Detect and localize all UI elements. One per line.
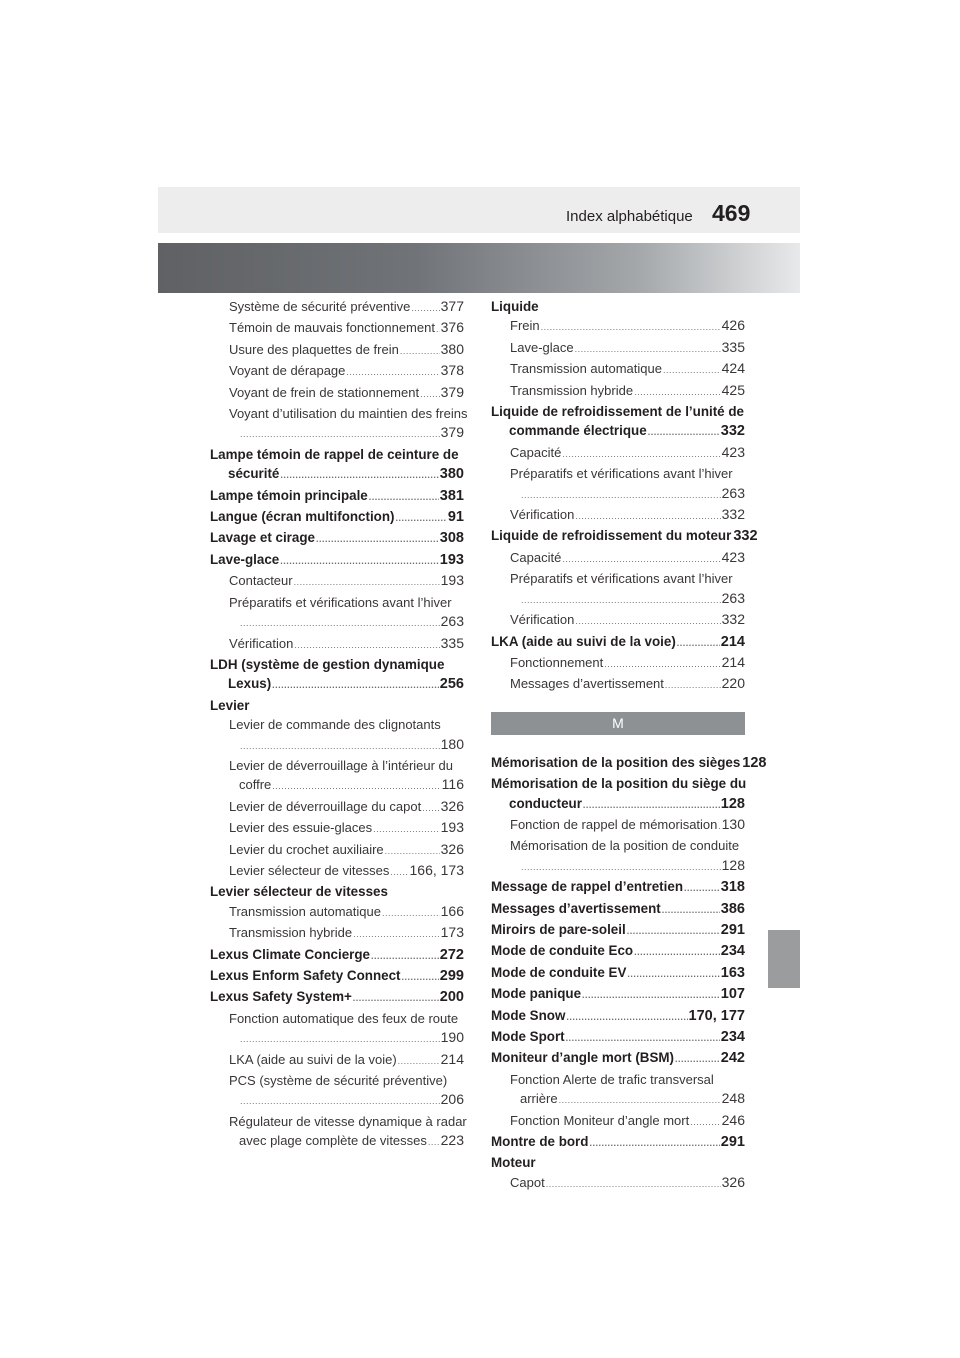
index-entry — [210, 987, 464, 1008]
index-entry — [210, 340, 464, 361]
index-entry — [491, 815, 745, 836]
entry-label: Mode de conduite Eco — [491, 943, 634, 959]
page-ref: 170, 177 — [688, 1007, 745, 1024]
index-entry-continuation — [491, 589, 745, 610]
entry-label: Régulateur de vitesse dynamique à radar — [229, 1113, 467, 1129]
index-entry — [491, 877, 745, 898]
leader-dots — [541, 318, 721, 337]
leader-dots — [280, 466, 438, 485]
leader-dots — [627, 965, 719, 984]
page-ref: 234 — [720, 1029, 745, 1045]
index-entry — [491, 610, 745, 631]
index-entry-continuation — [491, 794, 745, 815]
page-ref: 335 — [440, 634, 464, 651]
page-ref: 386 — [720, 900, 745, 917]
entry-label: LKA (aide au suivi de la voie) — [229, 1051, 397, 1067]
entry-label: Liquide — [491, 299, 539, 314]
entry-label: Lave-glace — [510, 339, 574, 355]
index-entry — [491, 569, 745, 588]
leader-dots — [294, 573, 440, 592]
entry-label: Voyant d’utilisation du maintien des freins — [229, 406, 468, 422]
index-entry — [210, 1050, 464, 1071]
page-ref: 326 — [440, 840, 464, 857]
page-ref: 220 — [721, 675, 745, 692]
leader-dots — [240, 1030, 440, 1049]
leader-dots — [690, 1113, 720, 1132]
entry-label: Transmission automatique — [229, 903, 381, 919]
page-ref: 380 — [440, 340, 464, 357]
leader-dots — [294, 636, 439, 655]
index-entry — [210, 297, 464, 318]
index-entry — [491, 359, 745, 380]
leader-dots — [575, 507, 720, 526]
index-entry — [210, 797, 464, 818]
index-entry — [491, 674, 745, 695]
index-entry — [210, 882, 464, 901]
index-entry — [210, 715, 464, 734]
leader-dots — [422, 799, 439, 818]
index-entry — [210, 818, 464, 839]
entry-label: Moteur — [491, 1155, 536, 1171]
index-entry-continuation — [210, 1090, 464, 1111]
leader-dots — [663, 361, 721, 380]
page-ref: 128 — [720, 795, 745, 812]
page-ref: 91 — [447, 509, 464, 526]
entry-label: Capacité — [510, 549, 562, 565]
index-entry — [210, 756, 464, 775]
index-entry-continuation — [210, 775, 464, 796]
leader-dots — [400, 342, 440, 361]
leader-dots — [316, 530, 439, 549]
leader-dots — [398, 1052, 440, 1071]
index-entry — [210, 902, 464, 923]
index-entry — [491, 548, 745, 569]
index-entry — [210, 361, 464, 382]
entry-label: Liquide de refroidissement de l’unité de — [491, 404, 744, 420]
index-column-right — [491, 297, 767, 1194]
section-header-m: M — [491, 712, 745, 735]
leader-dots — [589, 1134, 719, 1153]
index-entry — [491, 984, 745, 1005]
entry-label-continued: avec plage complète de vitesses — [239, 1133, 427, 1149]
leader-dots — [604, 655, 720, 674]
page-ref: 130 — [721, 815, 745, 832]
leader-dots — [346, 363, 439, 382]
leader-dots — [583, 796, 720, 815]
index-entry — [491, 381, 745, 402]
entry-label: Lexus Enform Safety Connect — [210, 968, 401, 983]
entry-label-continued: arrière — [520, 1091, 558, 1107]
leader-dots — [401, 968, 438, 987]
entry-label: Préparatifs et vérifications avant l’hiver — [510, 466, 733, 482]
entry-label: Système de sécurité préventive — [229, 299, 411, 314]
page-ref: 166, 173 — [409, 861, 464, 878]
leader-dots — [240, 1092, 440, 1111]
index-entry-continuation — [491, 856, 745, 877]
index-entry — [210, 318, 464, 339]
index-entry — [491, 941, 745, 962]
entry-label: Lampe témoin de rappel de ceinture de — [210, 446, 459, 462]
entry-label: Levier du crochet auxiliaire — [229, 841, 384, 857]
leader-dots — [718, 817, 720, 836]
index-entry — [491, 1173, 745, 1194]
index-entry — [210, 593, 464, 612]
leader-dots — [353, 925, 440, 944]
index-entry — [491, 774, 745, 793]
index-entry — [491, 653, 745, 674]
page-ref: 378 — [440, 362, 464, 379]
index-entry — [491, 899, 745, 920]
page-ref: 248 — [721, 1090, 745, 1107]
entry-label-continued: conducteur — [509, 795, 582, 811]
leader-dots — [521, 858, 721, 877]
page-ref: 425 — [721, 381, 745, 398]
page-number: 469 — [712, 200, 751, 226]
entry-label: Témoin de mauvais fonctionnement — [229, 320, 435, 336]
page-ref: 193 — [440, 572, 464, 589]
page-ref: 423 — [721, 443, 745, 460]
leader-dots — [382, 904, 440, 923]
page-ref: 242 — [720, 1050, 745, 1067]
leader-dots — [385, 842, 440, 861]
entry-label: Mémorisation de la position du siège du — [491, 776, 747, 792]
entry-label-continued: coffre — [239, 777, 272, 793]
entry-label: Mémorisation de la position de conduite — [510, 838, 740, 854]
index-group-l — [491, 297, 758, 696]
page-ref: 206 — [440, 1091, 464, 1108]
entry-label: Langue (écran multifonction) — [210, 509, 395, 525]
page-ref: 380 — [439, 466, 464, 483]
leader-dots — [648, 423, 720, 442]
index-entry — [210, 550, 464, 571]
page-ref: 379 — [440, 383, 464, 400]
page-ref: 272 — [439, 946, 464, 963]
page-ref: 214 — [721, 653, 745, 670]
entry-label: Capot — [510, 1174, 545, 1190]
leader-dots — [665, 676, 721, 695]
index-entry — [210, 507, 464, 528]
entry-label: Transmission hybride — [229, 925, 353, 941]
entry-label: Montre de bord — [491, 1134, 589, 1150]
index-entry-continuation — [210, 1131, 464, 1152]
section-thumb-tab — [768, 930, 800, 988]
page-ref: 308 — [439, 530, 464, 547]
entry-label-continued: sécurité — [228, 466, 280, 482]
entry-label: Contacteur — [229, 573, 293, 589]
page-ref: 107 — [720, 986, 745, 1003]
index-entry — [491, 316, 745, 337]
entry-label: Levier sélecteur de vitesses — [229, 862, 390, 878]
entry-label: Transmission hybride — [510, 382, 634, 398]
index-entry — [491, 1048, 745, 1069]
entry-label: Transmission automatique — [510, 361, 662, 377]
page-ref: 426 — [721, 317, 745, 334]
entry-label: Fonction automatique des feux de route — [229, 1010, 459, 1026]
page-title: Index alphabétique — [566, 208, 693, 225]
index-entry — [491, 1111, 745, 1132]
page-ref: 332 — [721, 611, 745, 628]
leader-dots — [546, 1175, 721, 1194]
entry-label: Message de rappel d’entretien — [491, 879, 683, 895]
entry-label: PCS (système de sécurité préventive) — [229, 1073, 448, 1089]
page-ref: 223 — [440, 1132, 464, 1149]
entry-label: Levier — [210, 697, 250, 713]
entry-label: Lexus Safety System+ — [210, 989, 352, 1005]
page-ref: 424 — [721, 360, 745, 377]
page-ref: 128 — [742, 754, 767, 771]
entry-label: Mode Sport — [491, 1029, 565, 1044]
page-ref: 379 — [440, 424, 464, 441]
entry-label: Liquide de refroidissement du moteur — [491, 528, 732, 544]
page-ref: 423 — [721, 548, 745, 565]
index-entry — [491, 402, 745, 421]
index-entry — [210, 1112, 467, 1131]
index-entry — [210, 861, 464, 882]
leader-dots — [566, 1029, 720, 1048]
leader-dots — [428, 1133, 440, 1152]
leader-dots — [627, 922, 720, 941]
leader-dots — [411, 299, 439, 318]
index-entry — [491, 338, 745, 359]
page-ref: 318 — [720, 879, 745, 896]
index-entry-continuation — [210, 612, 464, 633]
entry-label: Lave-glace — [210, 551, 280, 567]
leader-dots — [662, 901, 720, 920]
index-entry-continuation — [491, 421, 745, 442]
entry-label: Vérification — [229, 635, 294, 651]
index-entry — [491, 1006, 745, 1027]
page-ref: 214 — [440, 1050, 464, 1067]
index-entry-continuation — [210, 464, 464, 485]
page-ref: 256 — [439, 676, 464, 693]
page-ref: 116 — [441, 776, 464, 793]
entry-label: Levier de commande des clignotants — [229, 717, 441, 733]
index-entry-continuation — [210, 674, 464, 695]
leader-dots — [566, 1008, 687, 1027]
page-ref: 332 — [720, 423, 745, 440]
page-ref: 246 — [721, 1111, 745, 1128]
page-ref: 173 — [440, 924, 464, 941]
index-entry — [210, 923, 464, 944]
index-entry — [491, 1153, 745, 1172]
decorative-band — [158, 243, 800, 293]
entry-label: Levier de déverrouillage à l’intérieur du — [229, 757, 454, 773]
index-entry-continuation — [210, 423, 464, 444]
index-entry — [491, 526, 758, 547]
leader-dots — [675, 1050, 720, 1069]
index-entry — [491, 963, 745, 984]
entry-label: Fonctionnement — [510, 654, 604, 670]
index-entry — [210, 383, 464, 404]
entry-label: Levier de déverrouillage du capot — [229, 798, 422, 814]
page-ref: 166 — [440, 902, 464, 919]
entry-label: Voyant de frein de stationnement — [229, 384, 420, 400]
leader-dots — [582, 986, 720, 1005]
entry-label: Mode de conduite EV — [491, 964, 627, 980]
leader-dots — [562, 550, 720, 569]
leader-dots — [634, 943, 720, 962]
page-ref: 326 — [721, 1173, 745, 1190]
page-ref: 381 — [439, 487, 464, 504]
entry-label: Capacité — [510, 444, 562, 460]
index-entry-continuation — [210, 1028, 464, 1049]
leader-dots — [373, 820, 440, 839]
entry-label: Vérification — [510, 612, 575, 628]
leader-dots — [272, 676, 439, 695]
leader-dots — [390, 863, 408, 882]
index-entry-continuation — [491, 484, 745, 505]
page-ref: 291 — [720, 1134, 745, 1151]
index-entry — [491, 1070, 745, 1089]
index-entry — [210, 1071, 464, 1090]
page-ref: 376 — [440, 319, 464, 336]
entry-label-continued: commande électrique — [509, 423, 647, 439]
page-ref: 214 — [720, 633, 745, 650]
entry-label: Levier des essuie-glaces — [229, 820, 373, 836]
header-bar — [158, 187, 800, 233]
page-ref: 299 — [439, 968, 464, 984]
leader-dots — [371, 947, 439, 966]
entry-label: Mémorisation de la position des sièges — [491, 754, 741, 770]
entry-label: Fonction Alerte de trafic transversal — [510, 1071, 714, 1087]
index-entry — [210, 655, 464, 674]
entry-label: Mode panique — [491, 986, 582, 1002]
page-ref: 335 — [721, 338, 745, 355]
leader-dots — [436, 320, 440, 339]
index-entry — [491, 443, 745, 464]
leader-dots — [369, 488, 439, 507]
index-entry — [210, 404, 468, 423]
entry-label: Vérification — [510, 507, 575, 523]
leader-dots — [562, 445, 720, 464]
leader-dots — [684, 879, 720, 898]
leader-dots — [575, 612, 720, 631]
leader-dots — [521, 486, 721, 505]
entry-label-continued: Lexus) — [228, 676, 272, 692]
index-entry — [491, 505, 745, 526]
page-ref: 377 — [440, 298, 464, 314]
entry-label: Messages d’avertissement — [491, 900, 661, 916]
leader-dots — [353, 989, 439, 1008]
index-entry — [210, 840, 464, 861]
page-ref: 180 — [440, 735, 464, 752]
leader-dots — [420, 385, 440, 404]
page-ref: 163 — [720, 964, 745, 981]
page-ref: 190 — [440, 1029, 464, 1046]
entry-label: LDH (système de gestion dynamique — [210, 656, 445, 672]
entry-label: Lavage et cirage — [210, 530, 315, 546]
leader-dots — [677, 634, 720, 653]
index-entry — [491, 297, 745, 316]
index-entry — [210, 445, 464, 464]
entry-label: Usure des plaquettes de frein — [229, 341, 399, 357]
index-entry — [210, 966, 464, 987]
page-ref: 193 — [439, 551, 464, 568]
entry-label: Lampe témoin principale — [210, 487, 368, 503]
index-entry — [491, 632, 745, 653]
entry-label: Lexus Climate Concierge — [210, 946, 370, 962]
entry-label: Mode Snow — [491, 1007, 566, 1023]
entry-label: Préparatifs et vérifications avant l’hiver — [229, 594, 452, 610]
index-entry — [210, 571, 464, 592]
page-ref: 200 — [439, 989, 464, 1006]
page-ref: 263 — [440, 613, 464, 630]
leader-dots — [396, 509, 447, 528]
index-entry-continuation — [210, 735, 464, 756]
leader-dots — [634, 383, 721, 402]
leader-dots — [575, 340, 721, 359]
index-entry — [210, 696, 464, 715]
index-entry — [491, 753, 767, 774]
index-entry-continuation — [491, 1089, 745, 1110]
leader-dots — [559, 1091, 721, 1110]
entry-label: Moniteur d’angle mort (BSM) — [491, 1050, 674, 1066]
page-ref: 128 — [721, 856, 745, 873]
page-ref: 234 — [720, 943, 745, 960]
leader-dots — [272, 777, 440, 796]
entry-label: Fonction de rappel de mémorisation — [510, 816, 718, 832]
index-group-m — [491, 753, 767, 1195]
leader-dots — [240, 737, 440, 756]
page-ref: 263 — [721, 589, 745, 606]
entry-label: Messages d’avertissement — [510, 676, 664, 692]
entry-label: LKA (aide au suivi de la voie) — [491, 633, 676, 649]
index-entry — [491, 464, 745, 483]
index-entry — [210, 1009, 464, 1028]
entry-label: Fonction Moniteur d’angle mort — [510, 1112, 690, 1128]
entry-label: Frein — [510, 318, 540, 334]
entry-label: Préparatifs et vérifications avant l’hiver — [510, 571, 733, 587]
index-entry — [491, 1132, 745, 1153]
index-entry — [210, 945, 464, 966]
index-entry — [491, 836, 745, 855]
index-entry — [210, 634, 464, 655]
page-ref: 326 — [440, 797, 464, 814]
leader-dots — [280, 552, 439, 571]
index-entry — [491, 920, 745, 941]
page-ref: 193 — [440, 819, 464, 836]
index-entry — [491, 1027, 745, 1048]
leader-dots — [240, 425, 440, 444]
page-ref: 332 — [721, 506, 745, 523]
leader-dots — [240, 614, 440, 633]
leader-dots — [521, 591, 721, 610]
index-column-left — [210, 297, 468, 1153]
page-ref: 291 — [720, 921, 745, 938]
page-ref: 332 — [733, 528, 758, 545]
index-entry — [210, 486, 464, 507]
entry-label: Miroirs de pare-soleil — [491, 921, 626, 937]
entry-label: Levier sélecteur de vitesses — [210, 884, 388, 900]
entry-label: Voyant de dérapage — [229, 363, 346, 379]
index-entry — [210, 528, 464, 549]
page-ref: 263 — [721, 484, 745, 501]
